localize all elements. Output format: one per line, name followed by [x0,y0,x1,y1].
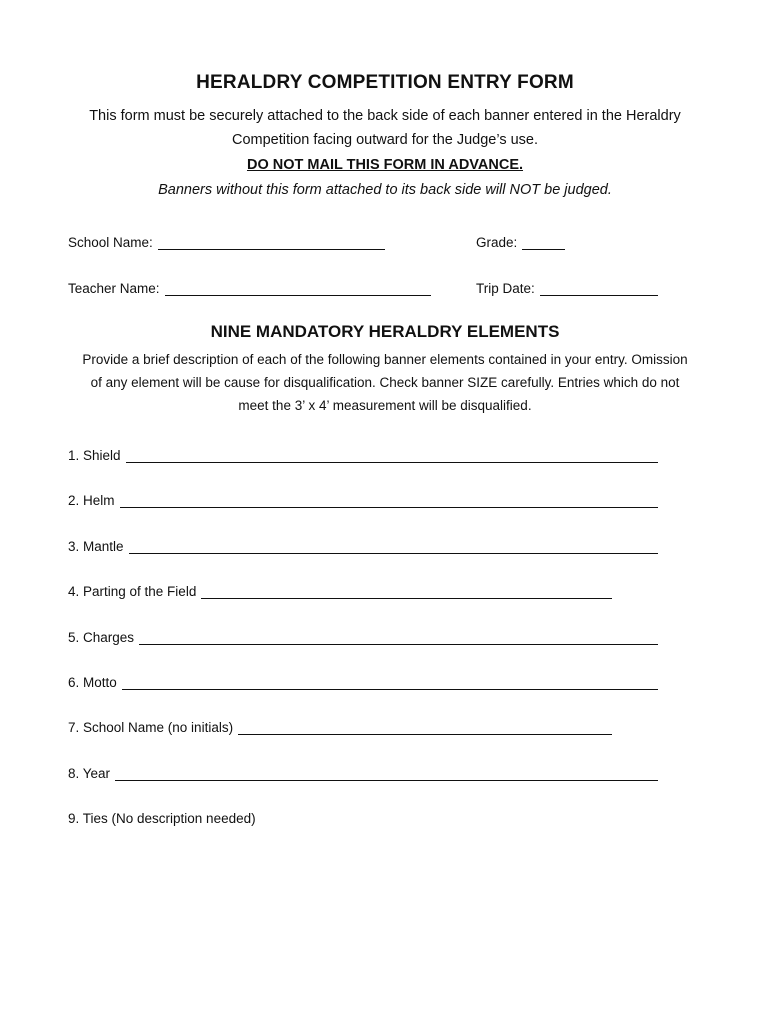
element-label: 5. Charges [68,630,135,645]
element-label: 4. Parting of the Field [68,584,197,599]
trip-date-input-line[interactable] [540,279,658,296]
element-label: 6. Motto [68,675,117,690]
section-text-3: meet the 3’ x 4’ measurement will be disqualified. [238,398,532,413]
teacher-name-label: Teacher Name: [68,281,160,296]
element-year-field[interactable] [68,761,658,781]
element-school-name-field[interactable] [68,715,612,735]
element-motto-field[interactable] [68,670,658,690]
school-name-input-line[interactable] [158,233,385,250]
element-label: 7. School Name (no initials) [68,720,234,735]
element-label: 8. Year [68,766,111,781]
element-charges-field[interactable] [68,625,658,645]
section-text-1: Provide a brief description of each of the following banner elements contained in your entry. Omission [82,352,688,367]
warning-text: DO NOT MAIL THIS FORM IN ADVANCE. [246,157,524,173]
element-input-line[interactable] [126,446,658,463]
grade-label: Grade: [476,235,518,250]
section-text-2: of any element will be cause for disqualification. Check banner SIZE carefully. Entries which do not [90,375,680,390]
teacher-name-input-line[interactable] [165,279,431,296]
school-name-field[interactable] [68,230,385,250]
element-ties-field [68,806,256,826]
intro-line-1: This form must be securely attached to the back side of each banner entered in the Heraldry [89,108,681,124]
teacher-name-field[interactable] [68,276,431,296]
element-label: 1. Shield [68,448,121,463]
element-input-line[interactable] [122,673,658,690]
judging-note: Banners without this form attached to its back side will NOT be judged. [158,182,612,198]
element-shield-field[interactable] [68,443,658,463]
element-input-line[interactable] [201,582,612,599]
element-helm-field[interactable] [68,488,658,508]
element-input-line[interactable] [120,491,658,508]
element-input-line[interactable] [238,718,612,735]
grade-input-line[interactable] [522,233,565,250]
element-input-line[interactable] [129,537,658,554]
element-input-line[interactable] [139,628,658,645]
element-mantle-field[interactable] [68,534,658,554]
form-title: HERALDRY COMPETITION ENTRY FORM [196,72,574,93]
trip-date-label: Trip Date: [476,281,535,296]
element-label: 2. Helm [68,493,115,508]
trip-date-field[interactable] [476,276,658,296]
section-title: NINE MANDATORY HERALDRY ELEMENTS [210,322,560,341]
element-input-line[interactable] [115,764,658,781]
intro-line-2: Competition facing outward for the Judge’s use. [231,132,539,148]
element-parting-field[interactable] [68,579,612,599]
school-name-label: School Name: [68,235,153,250]
element-label: 3. Mantle [68,539,124,554]
element-label: 9. Ties (No description needed) [68,811,256,826]
grade-field[interactable] [476,230,565,250]
